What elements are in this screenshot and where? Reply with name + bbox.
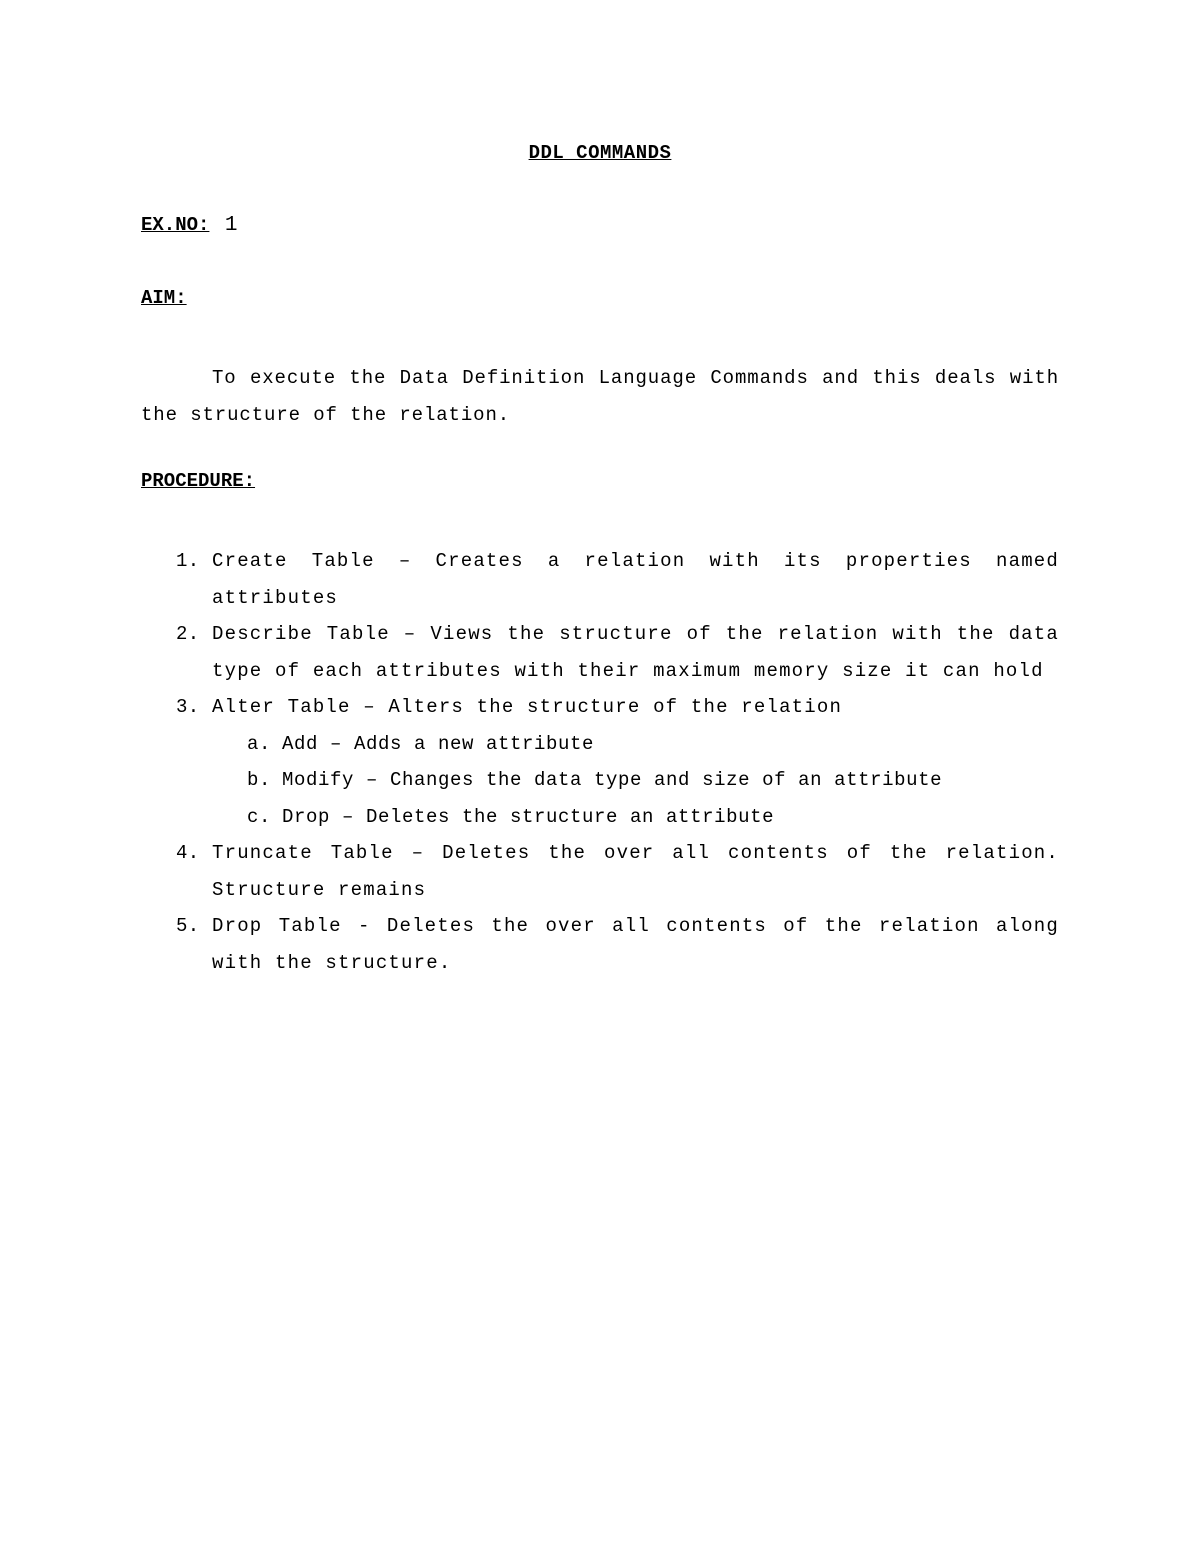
aim-heading: AIM: [141, 287, 187, 309]
aim-paragraph: To execute the Data Definition Language Commands and this deals with the structure of the relation. [141, 367, 1059, 426]
list-item [141, 908, 1059, 981]
list-item-text: Truncate Table – Deletes the over all contents of the relation. Structure remains [212, 842, 1059, 901]
exercise-number [141, 214, 237, 237]
sub-list-item [141, 799, 1059, 836]
list-item-number: 5. [176, 915, 200, 937]
list-item [141, 543, 1059, 616]
sub-list-item [141, 726, 1059, 763]
sub-list-item [141, 762, 1059, 799]
list-item-number: 3. [176, 696, 200, 718]
list-item-text: Describe Table – Views the structure of the relation with the data type of each attributes with their maximum memory size it can hold [212, 623, 1059, 682]
list-item-number: 4. [176, 842, 200, 864]
list-item-number: 1. [176, 550, 200, 572]
sub-list-item-text: Drop – Deletes the structure an attribute [282, 805, 775, 828]
list-item-text: Alter Table – Alters the structure of the relation [212, 696, 843, 718]
sub-list-item-text: Modify – Changes the data type and size of an attribute [282, 769, 943, 791]
sub-list-item-letter: a. [247, 732, 272, 755]
list-item-text: Create Table – Creates a relation with its properties named attributes [212, 550, 1059, 609]
list-item-text: Drop Table - Deletes the over all contents of the relation along with the structure. [212, 915, 1059, 974]
procedure-list [141, 543, 1059, 981]
list-item [141, 689, 1059, 726]
exercise-number-label: EX.NO: [141, 214, 210, 236]
list-item-number: 2. [176, 623, 200, 645]
sub-list-item-letter: b. [247, 769, 272, 791]
list-item [141, 616, 1059, 689]
page-title: DDL COMMANDS [528, 142, 672, 164]
list-item [141, 835, 1059, 908]
exercise-number-value: 1 [224, 214, 238, 237]
sub-list-item-letter: c. [247, 805, 272, 828]
sub-list-item-text: Add – Adds a new attribute [282, 732, 595, 755]
procedure-heading: PROCEDURE: [141, 470, 256, 492]
